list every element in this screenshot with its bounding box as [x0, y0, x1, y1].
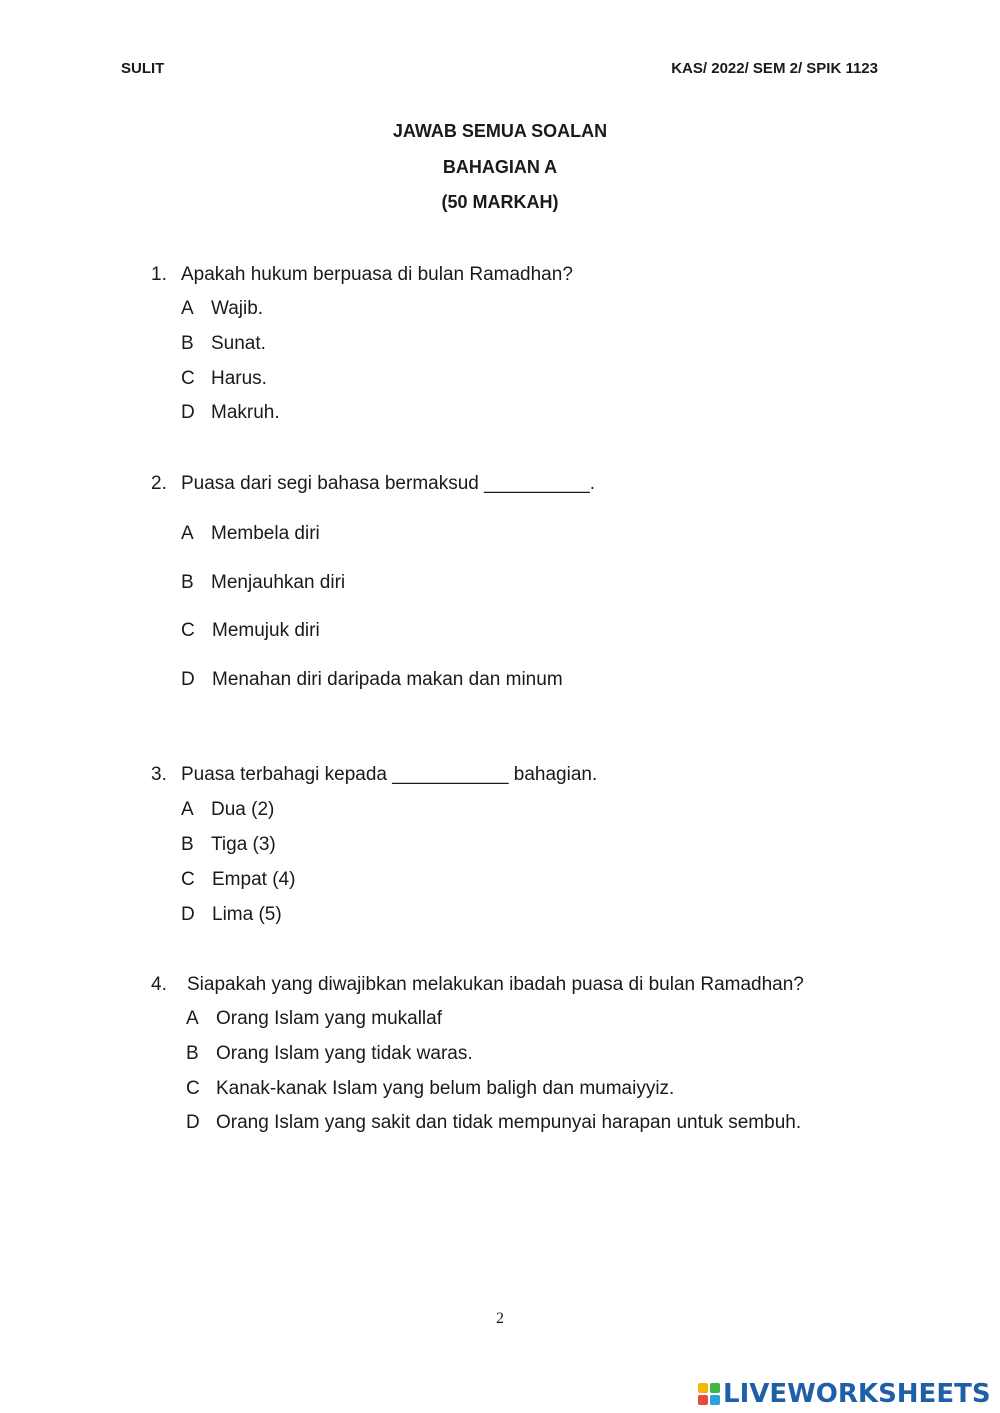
question-1 [151, 264, 573, 286]
question-text: Puasa terbahagi kepada ___________ bahagian. [181, 764, 598, 785]
question-number: 1. [151, 264, 167, 285]
option-3d[interactable] [181, 904, 282, 926]
option-letter: C [181, 620, 195, 641]
question-text: Apakah hukum berpuasa di bulan Ramadhan? [181, 264, 573, 285]
question-4 [151, 974, 804, 996]
question-3 [151, 764, 597, 786]
option-4b[interactable] [186, 1043, 473, 1065]
option-letter: A [181, 298, 194, 319]
option-letter: D [181, 669, 195, 690]
question-text: Puasa dari segi bahasa bermaksud __________. [181, 473, 596, 494]
option-letter: C [181, 368, 195, 389]
option-text: Orang Islam yang tidak waras. [216, 1043, 473, 1064]
page-number: 2 [496, 1310, 504, 1327]
option-text: Memujuk diri [212, 620, 320, 641]
option-text: Tiga (3) [211, 834, 276, 855]
option-text: Lima (5) [212, 904, 282, 925]
option-text: Dua (2) [211, 799, 275, 820]
option-letter: B [181, 834, 194, 855]
option-letter: D [181, 904, 195, 925]
liveworksheets-logo-icon [698, 1383, 720, 1405]
question-2 [151, 473, 595, 495]
option-letter: D [186, 1112, 200, 1133]
option-2c[interactable] [181, 620, 320, 642]
option-4d[interactable] [186, 1112, 801, 1134]
option-text: Menahan diri daripada makan dan minum [212, 669, 563, 690]
section-title: BAHAGIAN A [442, 157, 558, 177]
header-right-code: KAS/ 2022/ SEM 2/ SPIK 1123 [671, 60, 878, 77]
option-3a[interactable] [181, 799, 274, 821]
option-text: Empat (4) [212, 869, 296, 890]
option-text: Harus. [211, 368, 267, 389]
option-1d[interactable] [181, 402, 280, 424]
option-text: Makruh. [211, 402, 280, 423]
option-1b[interactable] [181, 333, 266, 355]
option-letter: A [181, 799, 194, 820]
option-letter: C [181, 869, 195, 890]
option-letter: D [181, 402, 195, 423]
option-text: Orang Islam yang mukallaf [216, 1008, 442, 1029]
brand-name: LIVEWORKSHEETS [723, 1379, 991, 1409]
option-1a[interactable] [181, 298, 263, 320]
question-number: 2. [151, 473, 167, 494]
liveworksheets-brand[interactable] [698, 1376, 991, 1412]
marks-title: (50 MARKAH) [441, 192, 559, 212]
option-letter: A [181, 523, 194, 544]
option-3b[interactable] [181, 834, 276, 856]
option-text: Wajib. [211, 298, 264, 319]
option-text: Orang Islam yang sakit dan tidak mempunyai harapan untuk sembuh. [216, 1112, 802, 1133]
question-number: 3. [151, 764, 167, 785]
option-4a[interactable] [186, 1008, 442, 1030]
option-letter: B [186, 1043, 199, 1064]
option-3c[interactable] [181, 869, 295, 891]
question-number: 4. [151, 974, 167, 995]
instruction-title: JAWAB SEMUA SOALAN [392, 121, 608, 141]
option-2a[interactable] [181, 523, 320, 545]
question-text: Siapakah yang diwajibkan melakukan ibadah puasa di bulan Ramadhan? [187, 974, 804, 995]
option-letter: A [186, 1008, 199, 1029]
option-2d[interactable] [181, 669, 563, 691]
option-text: Sunat. [211, 333, 266, 354]
option-text: Membela diri [211, 523, 320, 544]
option-text: Kanak-kanak Islam yang belum baligh dan mumaiyyiz. [216, 1078, 675, 1099]
option-4c[interactable] [186, 1078, 674, 1100]
option-letter: B [181, 572, 194, 593]
header-left-label: SULIT [121, 60, 165, 77]
option-2b[interactable] [181, 572, 345, 594]
option-text: Menjauhkan diri [211, 572, 346, 593]
option-letter: C [186, 1078, 200, 1099]
option-letter: B [181, 333, 194, 354]
option-1c[interactable] [181, 368, 267, 390]
